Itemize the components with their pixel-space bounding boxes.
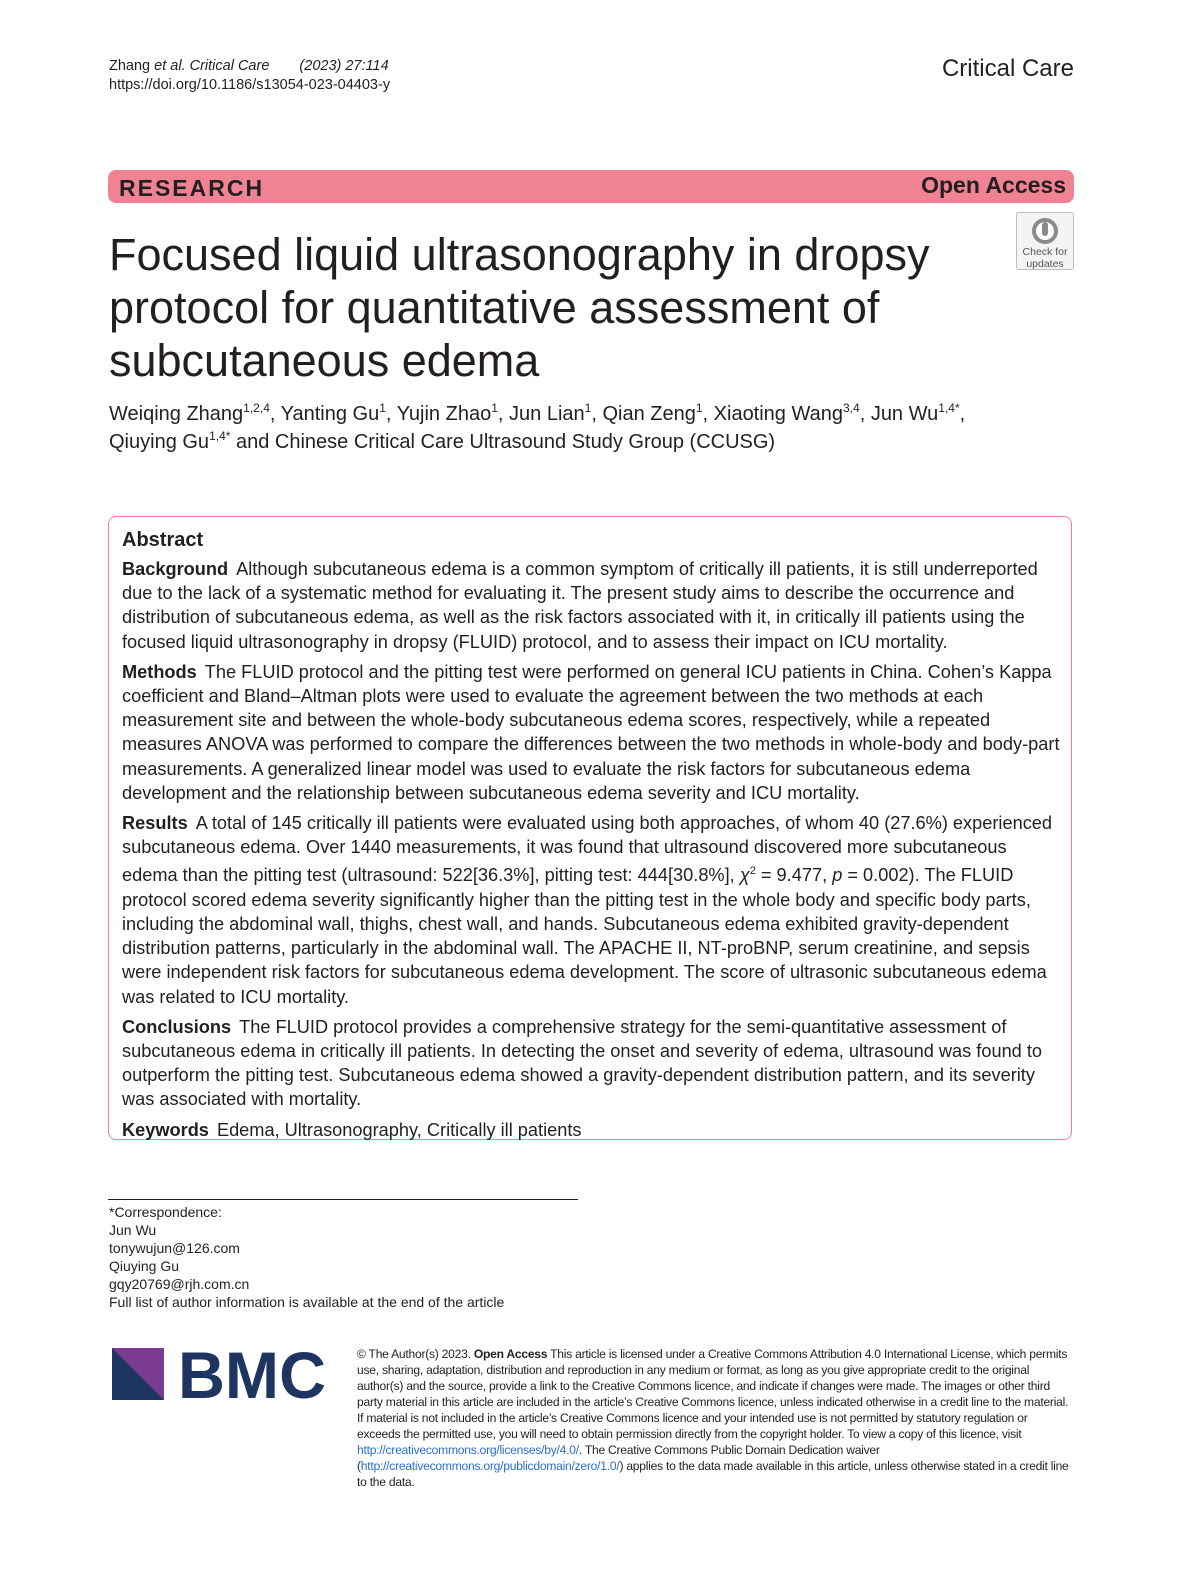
author-affiliation: 1,4* — [938, 401, 960, 415]
cite-etal: et al. — [154, 58, 186, 74]
correspondence-block — [109, 1203, 504, 1311]
results-text-b: = 9.477, — [755, 865, 833, 886]
journal-name: Critical Care — [941, 55, 1074, 82]
author-list: Weiqing Zhang$^{1,2,4}$, Yanting Gu$^1$, Yujin Zhao$^1$, Jun Lian$^1$, Qian Zeng$^1$, Xiaoting Wang$^{3,4}$, Jun $Wu^{1,4*}$, Qiuying $Gu^{1,4*}$ and Chinese Critical Care Ultrasound Study Group (CCUSG) — [109, 401, 966, 453]
abstract-heading: Abstract — [122, 529, 204, 551]
author-affiliation: 1,2,4 — [243, 401, 270, 415]
doi-link[interactable]: https://doi.org/10.1186/s13054-023-04403-y — [109, 77, 391, 93]
license-body-1: This article is licensed under a Creative Commons Attribution 4.0 International License, which permits use, sharing, adaptation, distribution and reproduction in any medium or format, as long as you give appropriate credit to the original author(s) and the source, provide a link to the Creative Commons licence, and indicate if changes were made. The images or other third party material in this article are included in the article’s Creative Commons licence, unless indicated otherwise in a credit line to the material. If material is not included in the article’s Creative Commons licence and your intended use is not permitted by statutory regulation or exceeds the permitted use, you will need to obtain permission directly from the copyright holder. To view a copy of this licence, visit — [357, 1347, 1069, 1441]
correspondence-divider — [108, 1199, 578, 1200]
keywords-label: Keywords — [122, 1119, 209, 1140]
check-for-updates-icon — [1030, 216, 1060, 246]
author-name[interactable]: Yujin Zhao — [396, 403, 492, 425]
license-text — [357, 1346, 1072, 1490]
cite-journal: Critical Care — [189, 58, 270, 74]
cite-volume: (2023) 27:114 — [299, 58, 389, 74]
author-affiliation: 3,4 — [843, 401, 860, 415]
license-open-access: Open Access — [473, 1347, 548, 1361]
article-type-banner — [108, 170, 1074, 203]
correspondence-name: Qiuying Gu — [109, 1258, 180, 1274]
correspondence-name: Jun Wu — [109, 1222, 157, 1238]
author-affiliation: 1 — [695, 401, 703, 415]
article-title: Focused liquid ultrasonography in dropsy protocol for quantitative assessment of subcutaneous edema — [109, 229, 930, 386]
abstract-results — [122, 811, 1062, 1009]
check-for-updates-line2: updates — [1026, 258, 1064, 270]
license-link-zero[interactable]: http://creativecommons.org/publicdomain/zero/1.0/ — [360, 1459, 620, 1473]
author-name[interactable]: Yanting Gu — [280, 403, 380, 425]
study-group: and Chinese Critical Care Ultrasound Study Group (CCUSG) — [235, 431, 776, 453]
author-name[interactable]: Jun Lian — [509, 403, 585, 425]
results-text-c: = 0.002). The FLUID protocol scored edema severity significantly higher than the pitting test in the whole body and specific body parts, including the abdominal wall, thighs, chest wall, and hands. Subcutaneous edema exhibited gravity-dependent distribution patterns, particularly in the abdominal wall. The APACHE II, NT-proBNP, serum creatinine, and sepsis were independent risk factors for subcutaneous edema development. The score of ultrasonic subcutaneous edema was related to ICU mortality. — [122, 865, 1047, 1007]
author-info-note: Full list of author information is available at the end of the article — [109, 1294, 505, 1310]
author-affiliation: 1 — [491, 401, 498, 415]
author-name[interactable]: Xiaoting Wang — [713, 403, 843, 425]
abstract-methods — [122, 660, 1062, 805]
p-symbol: p — [832, 865, 843, 886]
license-link-by[interactable]: http://creativecommons.org/licenses/by/4.0/ — [357, 1443, 579, 1457]
keywords-text: Edema, Ultrasonography, Critically ill patients — [216, 1119, 582, 1140]
results-text-a: A total of 145 critically ill patients were evaluated using both approaches, of whom 40 (27.6%) experienced subcutaneous edema. Over 1440 measurements, it was found that ultrasound discovered more subcutaneous edema than the pitting test (ultrasound: 522[36.3%], pitting test: 444[30.8%], — [122, 813, 1053, 886]
check-for-updates-line1: Check for — [1022, 246, 1068, 258]
license-body-2: . The Creative Commons Public Domain Dedication waiver ( — [357, 1443, 880, 1473]
citation-line — [109, 57, 389, 75]
check-for-updates-badge[interactable] — [1016, 212, 1074, 270]
author-name[interactable]: Qiuying Gu — [109, 431, 210, 453]
background-label: Background — [122, 559, 229, 579]
bmc-logo — [112, 1348, 327, 1400]
methods-text: The FLUID protocol and the pitting test were performed on general ICU patients in China. Cohen’s Kappa coefficient and Bland–Altman plots were used to evaluate the agreement between the two methods at each measurement site and between the whole-body subcutaneous edema scores, respectively, while a repeated measures ANOVA was performed to compare the differences between the two methods in whole-body and body-part measurements. A generalized linear model was used to evaluate the risk factors for subcutaneous edema development and the relationship between subcutaneous edema severity and ICU mortality. — [122, 661, 1060, 803]
author-affiliation: 1 — [379, 401, 386, 415]
chi-symbol: χ — [739, 865, 750, 886]
abstract-conclusions — [122, 1015, 1062, 1112]
author-name[interactable]: Jun Wu — [870, 403, 939, 425]
abstract-background — [122, 557, 1062, 654]
section-label: RESEARCH — [119, 175, 265, 201]
abstract-box — [108, 516, 1072, 1140]
results-label: Results — [122, 813, 188, 834]
background-text: Although subcutaneous edema is a common symptom of critically ill patients, it is still underreported due to the lack of a systematic method for evaluating it. The present study aims to describe the occurrence and distribution of subcutaneous edema, as well as the risk factors associated with it, in critically ill patients using the focused liquid ultrasonography in dropsy (FLUID) protocol, and to assess their impact on ICU mortality. — [122, 559, 1038, 652]
bmc-wordmark: BMC — [178, 1348, 326, 1400]
cite-author: Zhang — [109, 58, 151, 74]
author-name[interactable]: Weiqing Zhang — [109, 403, 244, 425]
author-affiliation: 1,4* — [209, 429, 231, 443]
correspondence-label: *Correspondence: — [109, 1204, 222, 1220]
conclusions-label: Conclusions — [122, 1016, 232, 1037]
author-affiliation: 1 — [584, 401, 592, 415]
methods-label: Methods — [122, 661, 197, 682]
open-access-label: Open Access — [921, 172, 1066, 198]
correspondence-email[interactable]: gqy20769@rjh.com.cn — [109, 1276, 250, 1292]
license-body-3: ) applies to the data made available in this article, unless otherwise stated in a credit line to the data. — [357, 1459, 1069, 1489]
author-name[interactable]: Qian Zeng — [602, 403, 696, 425]
copyright: © The Author(s) 2023. — [357, 1347, 471, 1361]
abstract-keywords — [122, 1118, 1062, 1142]
chi-superscript: 2 — [749, 865, 756, 878]
conclusions-text: The FLUID protocol provides a comprehensive strategy for the semi-quantitative assessment of subcutaneous edema in critically ill patients. In detecting the onset and severity of edema, ultrasound was found to outperform the pitting test. Subcutaneous edema showed a gravity-dependent distribution pattern, and its severity was associated with mortality. — [122, 1016, 1043, 1110]
correspondence-email[interactable]: tonywujun@126.com — [109, 1240, 240, 1256]
